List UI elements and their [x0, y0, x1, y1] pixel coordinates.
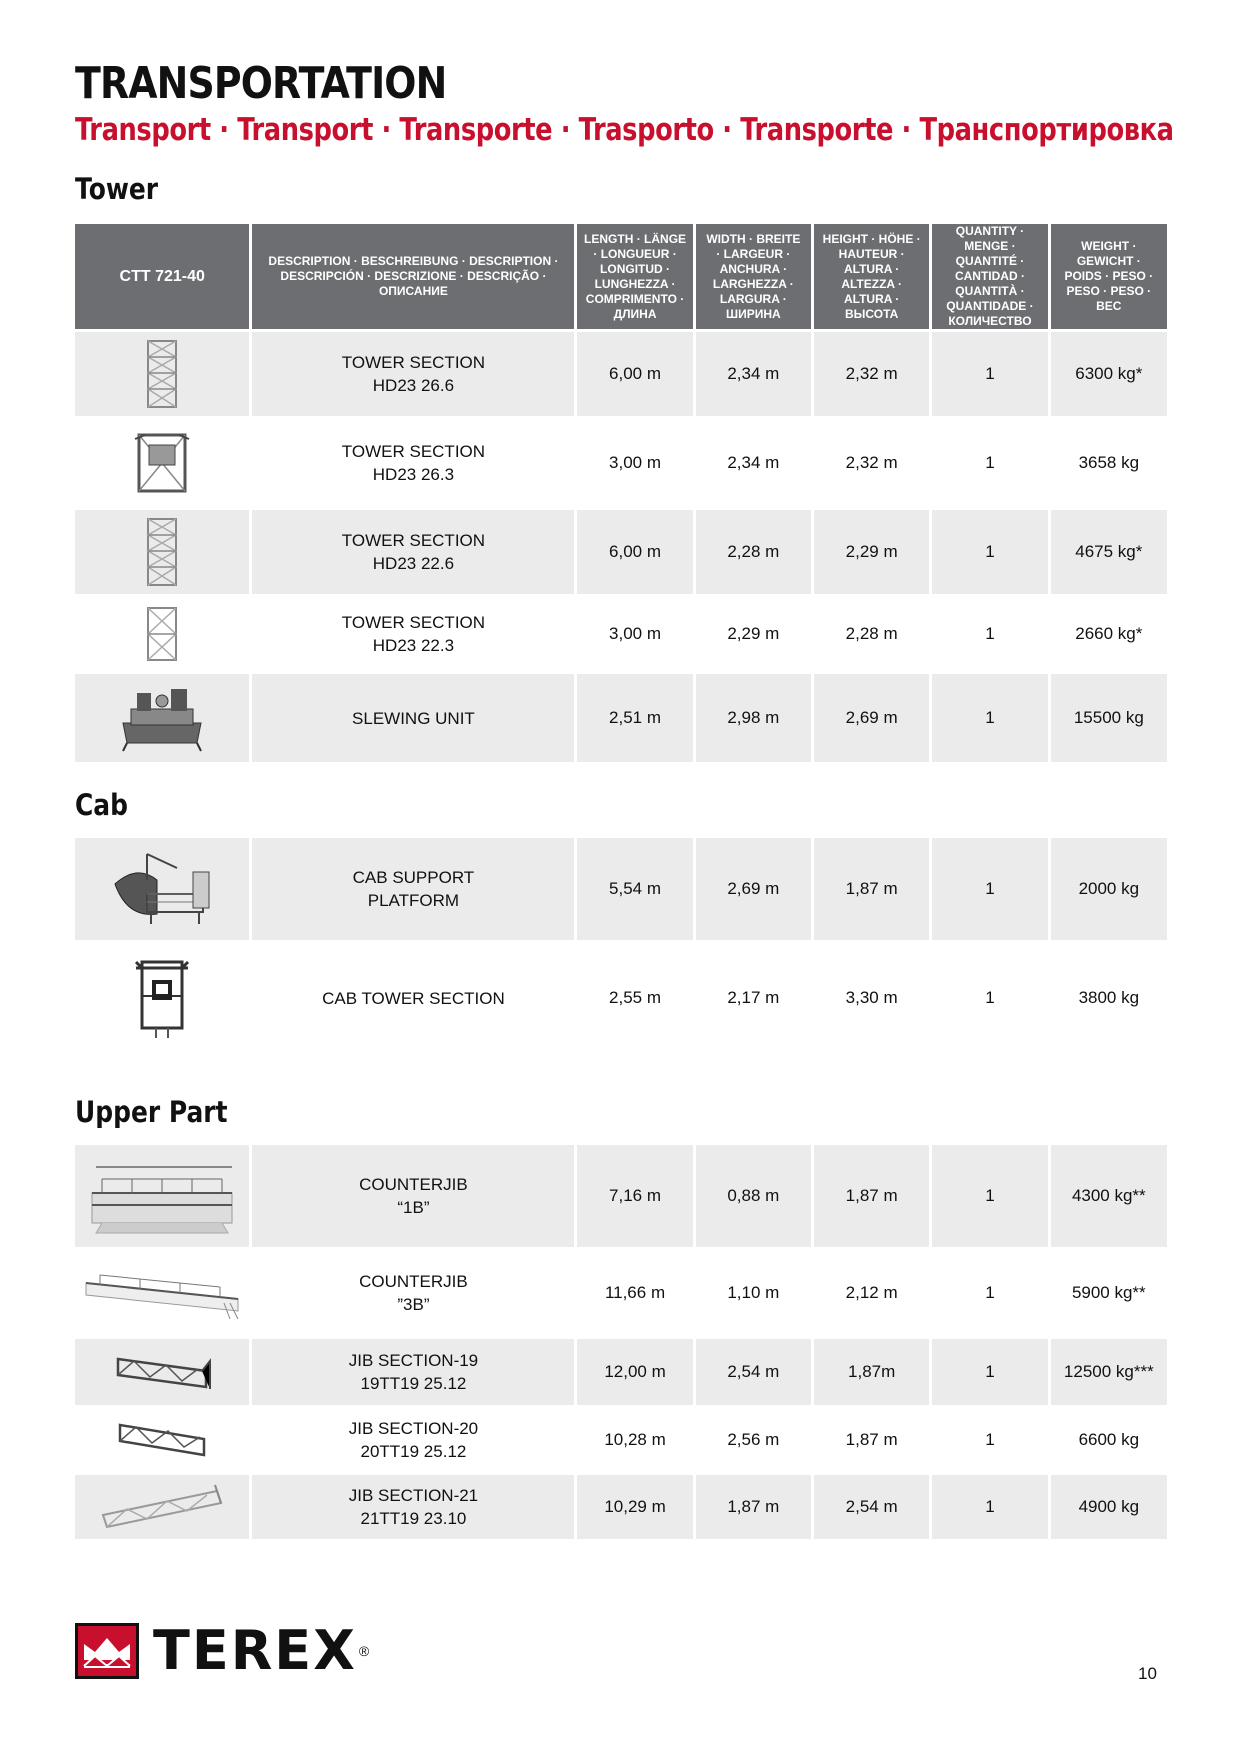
desc-line-2: 20TT19 25.12: [360, 1442, 467, 1462]
row-image-cell: [75, 674, 249, 762]
row-description: [252, 674, 574, 762]
cell-length: 3,00 m: [577, 419, 692, 507]
counterjib-icon: [82, 1153, 242, 1239]
desc-line-1: TOWER SECTION: [341, 353, 486, 373]
section-title-cab: Cab: [75, 788, 128, 823]
counterjib-long-icon: [80, 1263, 244, 1323]
desc-line-2: 19TT19 25.12: [360, 1374, 467, 1394]
table-row: [75, 332, 1167, 416]
cell-weight: 4300 kg**: [1051, 1145, 1167, 1247]
cell-weight: 5900 kg**: [1051, 1250, 1167, 1336]
jib-section-icon: [112, 1349, 212, 1395]
cell-height: 1,87 m: [814, 838, 929, 940]
row-description: [252, 838, 574, 940]
desc-line-1: TOWER SECTION: [341, 531, 486, 551]
cell-weight: 4900 kg: [1051, 1475, 1167, 1539]
cell-quantity: 1: [932, 674, 1047, 762]
desc-line-1: JIB SECTION-19: [348, 1351, 479, 1371]
table-row: [75, 510, 1167, 594]
cell-weight: 3800 kg: [1051, 943, 1167, 1053]
row-description: [252, 332, 574, 416]
cell-height: 2,32 m: [814, 332, 929, 416]
row-image-cell: [75, 1475, 249, 1539]
desc-line-2: HD23 26.3: [372, 465, 455, 485]
desc-line-1: CAB TOWER SECTION: [322, 988, 505, 1008]
cell-height: 1,87m: [814, 1339, 929, 1405]
header-quantity-text: QUANTITY · MENGE · QUANTITÉ · CANTIDAD · QUANTITÀ · QUANTIDADE · КОЛИЧЕСТВО: [946, 224, 1034, 329]
header-width: [696, 224, 811, 329]
cell-width: 2,69 m: [696, 838, 811, 940]
cell-length: 6,00 m: [577, 332, 692, 416]
table-row: [75, 1145, 1167, 1247]
cell-quantity: 1: [932, 597, 1047, 671]
row-image-cell: [75, 1250, 249, 1336]
row-description: [252, 1408, 574, 1472]
row-description: [252, 510, 574, 594]
cell-weight: 4675 kg*: [1051, 510, 1167, 594]
row-image-cell: [75, 1408, 249, 1472]
cell-width: 2,34 m: [696, 419, 811, 507]
header-weight: [1051, 224, 1167, 329]
cell-length: 11,66 m: [577, 1250, 692, 1336]
cell-length: 10,28 m: [577, 1408, 692, 1472]
cell-width: 1,87 m: [696, 1475, 811, 1539]
cell-height: 2,69 m: [814, 674, 929, 762]
table-row: [75, 674, 1167, 762]
header-description: [252, 224, 574, 329]
desc-line-2: 21TT19 23.10: [360, 1509, 467, 1529]
table-row: [75, 1339, 1167, 1405]
page-title: TRANSPORTATION: [75, 58, 447, 109]
table-row: [75, 838, 1167, 940]
terex-logo: [75, 1619, 370, 1682]
row-image-cell: [75, 838, 249, 940]
row-description: [252, 597, 574, 671]
tower-section-icon: [142, 517, 182, 587]
cell-height: 2,54 m: [814, 1475, 929, 1539]
cell-length: 10,29 m: [577, 1475, 692, 1539]
cell-height: 2,29 m: [814, 510, 929, 594]
table-row: [75, 419, 1167, 507]
cell-length: 2,55 m: [577, 943, 692, 1053]
cell-quantity: 1: [932, 1145, 1047, 1247]
header-length: [577, 224, 692, 329]
cell-length: 5,54 m: [577, 838, 692, 940]
cell-weight: 2000 kg: [1051, 838, 1167, 940]
table-row: [75, 1408, 1167, 1472]
row-image-cell: [75, 510, 249, 594]
cell-quantity: 1: [932, 943, 1047, 1053]
upper-part-table: [72, 1145, 1170, 1539]
cell-height: 2,28 m: [814, 597, 929, 671]
desc-line-2: HD23 22.6: [372, 554, 455, 574]
tower-section-climbing-icon: [131, 431, 193, 495]
row-image-cell: [75, 943, 249, 1053]
cell-width: 2,54 m: [696, 1339, 811, 1405]
cell-quantity: 1: [932, 332, 1047, 416]
header-weight-text: WEIGHT · GEWICHT · POIDS · PESO · PESO · PESO · ВЕС: [1064, 239, 1154, 314]
table-row: [75, 943, 1167, 1053]
cell-length: 12,00 m: [577, 1339, 692, 1405]
cell-weight: 3658 kg: [1051, 419, 1167, 507]
cab-table: [72, 838, 1170, 1053]
tower-section-icon: [142, 339, 182, 409]
cab-support-platform-icon: [107, 844, 217, 934]
cell-quantity: 1: [932, 419, 1047, 507]
section-title-upper-part: Upper Part: [75, 1095, 228, 1130]
cell-width: 0,88 m: [696, 1145, 811, 1247]
desc-line-2: ”3B”: [397, 1295, 430, 1315]
cell-weight: 15500 kg: [1051, 674, 1167, 762]
cell-width: 2,98 m: [696, 674, 811, 762]
table-header-row: [75, 224, 1167, 329]
row-description: [252, 1475, 574, 1539]
header-width-text: WIDTH · BREITE · LARGEUR · ANCHURA · LARGHEZZA · LARGURA · ШИРИНА: [706, 231, 801, 321]
tower-table: [72, 224, 1170, 762]
section-title-tower: Tower: [75, 172, 159, 207]
desc-line-1: CAB SUPPORT: [352, 868, 475, 888]
header-height-text: HEIGHT · HÖHE · HAUTEUR · ALTURA · ALTEZZA · ALTURA · ВЫСОТА: [822, 231, 921, 321]
cell-height: 1,87 m: [814, 1408, 929, 1472]
row-description: [252, 1339, 574, 1405]
cell-length: 7,16 m: [577, 1145, 692, 1247]
desc-line-1: SLEWING UNIT: [352, 708, 475, 728]
cell-quantity: 1: [932, 1475, 1047, 1539]
row-image-cell: [75, 332, 249, 416]
cell-weight: 2660 kg*: [1051, 597, 1167, 671]
desc-line-1: COUNTERJIB: [359, 1272, 468, 1292]
cell-quantity: 1: [932, 1408, 1047, 1472]
table-row: [75, 597, 1167, 671]
cell-quantity: 1: [932, 1250, 1047, 1336]
registered-mark: ®: [358, 1643, 370, 1659]
tower-section-short-icon: [142, 606, 182, 662]
table-row: [75, 1250, 1167, 1336]
cell-quantity: 1: [932, 838, 1047, 940]
header-model: CTT 721-40: [75, 224, 249, 329]
desc-line-1: COUNTERJIB: [359, 1175, 468, 1195]
cell-quantity: 1: [932, 510, 1047, 594]
desc-line-1: TOWER SECTION: [341, 613, 486, 633]
cell-quantity: 1: [932, 1339, 1047, 1405]
desc-line-1: JIB SECTION-20: [348, 1419, 479, 1439]
cell-width: 2,56 m: [696, 1408, 811, 1472]
desc-line-2: HD23 22.3: [372, 636, 455, 656]
row-image-cell: [75, 1145, 249, 1247]
row-description: [252, 1145, 574, 1247]
cell-height: 2,12 m: [814, 1250, 929, 1336]
brand-name: TEREX: [153, 1619, 357, 1682]
cell-length: 3,00 m: [577, 597, 692, 671]
jib-section-light-icon: [97, 1479, 227, 1535]
cab-tower-section-icon: [132, 956, 192, 1040]
terex-logo-mark: [75, 1623, 139, 1679]
cell-width: 2,28 m: [696, 510, 811, 594]
header-length-text: LENGTH · LÄNGE · LONGUEUR · LONGITUD · LUNGHEZZA · COMPRIMENTO · ДЛИНА: [584, 231, 687, 321]
cell-height: 3,30 m: [814, 943, 929, 1053]
cell-weight: 6600 kg: [1051, 1408, 1167, 1472]
row-description: [252, 419, 574, 507]
row-description: [252, 943, 574, 1053]
cell-length: 6,00 m: [577, 510, 692, 594]
cell-width: 2,17 m: [696, 943, 811, 1053]
header-height: [814, 224, 929, 329]
header-quantity: [932, 224, 1047, 329]
crown-icon: [78, 1626, 136, 1676]
cell-height: 2,32 m: [814, 419, 929, 507]
cell-weight: 12500 kg***: [1051, 1339, 1167, 1405]
desc-line-2: HD23 26.6: [372, 376, 455, 396]
cell-height: 1,87 m: [814, 1145, 929, 1247]
desc-line-2: “1B”: [397, 1198, 430, 1218]
row-image-cell: [75, 597, 249, 671]
cell-length: 2,51 m: [577, 674, 692, 762]
desc-line-1: TOWER SECTION: [341, 442, 486, 462]
desc-line-2: PLATFORM: [367, 891, 460, 911]
row-image-cell: [75, 1339, 249, 1405]
slewing-unit-icon: [117, 683, 207, 753]
jib-section-icon: [114, 1417, 210, 1463]
row-image-cell: [75, 419, 249, 507]
header-description-text: DESCRIPTION · BESCHREIBUNG · DESCRIPTION · DESCRIPCIÓN · DESCRIZIONE · DESCRIÇÃO · ОПИСАНИЕ: [268, 254, 559, 299]
cell-width: 1,10 m: [696, 1250, 811, 1336]
row-description: [252, 1250, 574, 1336]
cell-weight: 6300 kg*: [1051, 332, 1167, 416]
cell-width: 2,34 m: [696, 332, 811, 416]
table-row: [75, 1475, 1167, 1539]
cell-width: 2,29 m: [696, 597, 811, 671]
desc-line-1: JIB SECTION-21: [348, 1486, 479, 1506]
page-number: 10: [1138, 1664, 1157, 1683]
page-subtitle: Transport · Transport · Transporte · Trasporto · Transporte · Транспортировка: [75, 112, 1174, 149]
